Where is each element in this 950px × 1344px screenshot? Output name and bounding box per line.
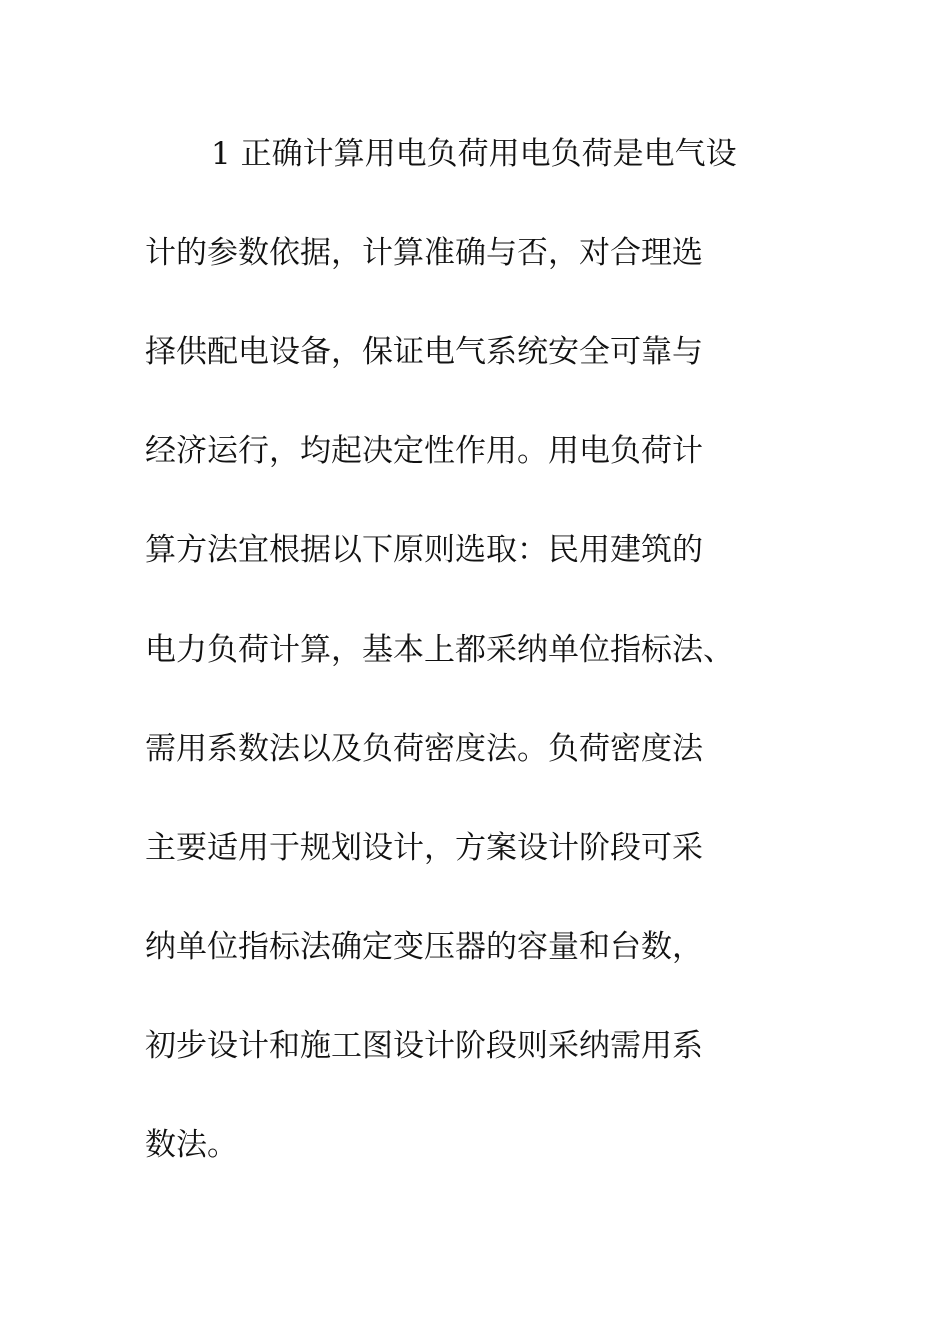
paragraph-line-9: 纳单位指标法确定变压器的容量和台数， xyxy=(145,929,703,965)
paragraph-line-11: 数法。 xyxy=(145,1127,238,1163)
paragraph-line-6: 电力负荷计算，基本上都采纳单位指标法、 xyxy=(145,632,734,668)
paragraph-line-8: 主要适用于规划设计，方案设计阶段可采 xyxy=(145,830,703,866)
paragraph-line-7: 需用系数法以及负荷密度法。负荷密度法 xyxy=(145,731,703,767)
paragraph-line-4: 经济运行，均起决定性作用。用电负荷计 xyxy=(145,433,703,469)
paragraph-line-5: 算方法宜根据以下原则选取：民用建筑的 xyxy=(145,532,703,568)
paragraph-line-10: 初步设计和施工图设计阶段则采纳需用系 xyxy=(145,1028,703,1064)
paragraph-line-1: 1 正确计算用电负荷用电负荷是电气设 xyxy=(211,136,737,172)
paragraph-line-3: 择供配电设备，保证电气系统安全可靠与 xyxy=(145,334,703,370)
paragraph-line-2: 计的参数依据，计算准确与否，对合理选 xyxy=(145,235,703,271)
